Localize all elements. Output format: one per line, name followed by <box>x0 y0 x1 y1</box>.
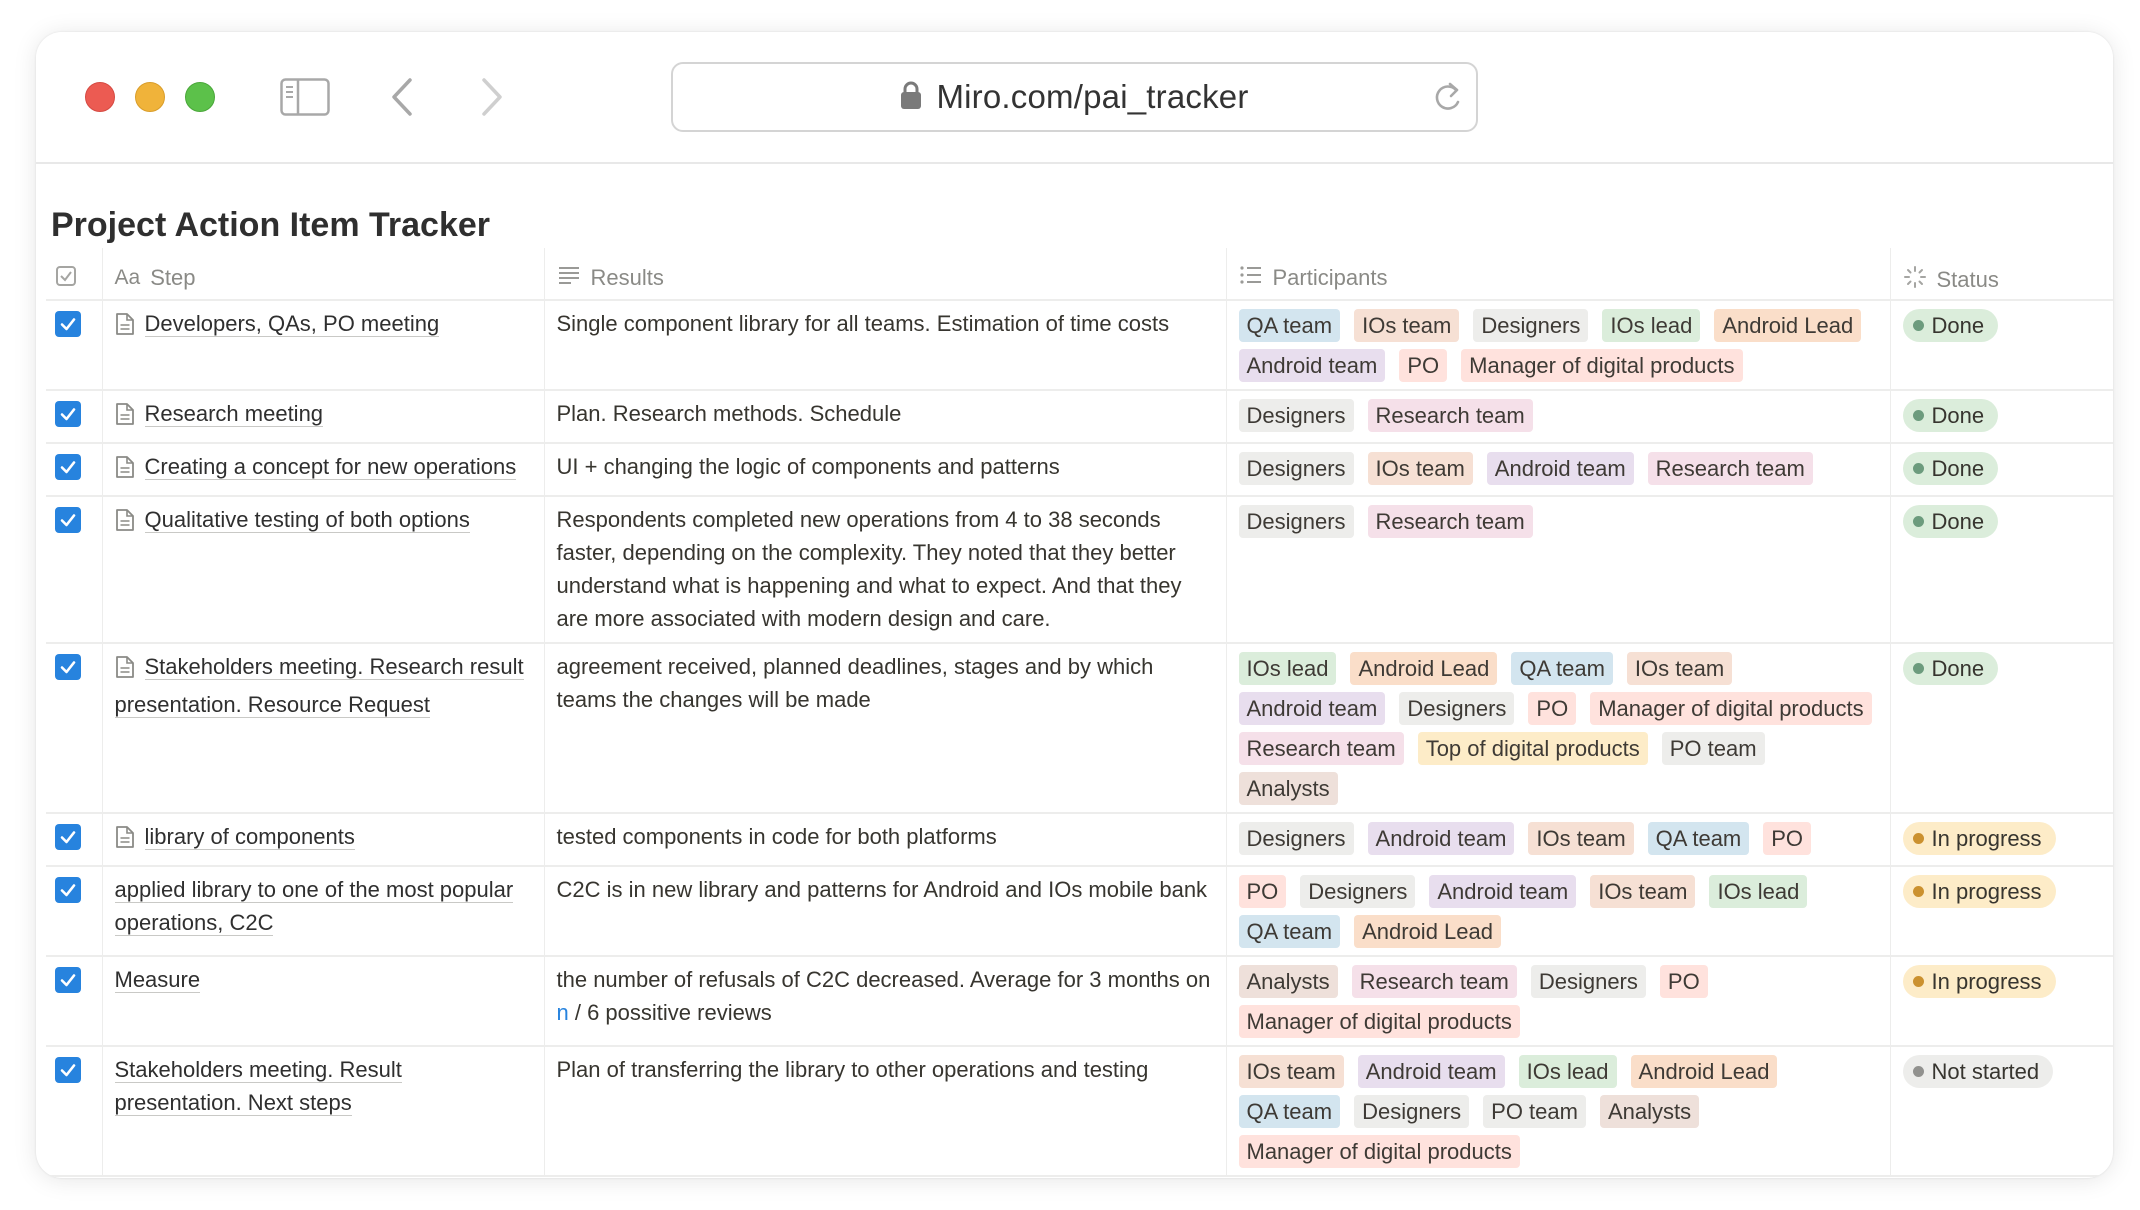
participant-tag[interactable]: IOs team <box>1368 452 1473 485</box>
row-checkbox[interactable] <box>55 507 81 533</box>
step-content <box>115 397 532 435</box>
step-link[interactable]: Stakeholders meeting. Result presentation. Next steps <box>114 1057 402 1115</box>
participant-tag[interactable]: QA team <box>1511 652 1613 685</box>
step-link[interactable]: Qualitative testing of both options <box>144 507 470 532</box>
participant-tag[interactable]: Android team <box>1239 692 1386 725</box>
step-cell[interactable] <box>102 390 544 443</box>
tracker-table <box>46 248 2113 1177</box>
step-cell[interactable] <box>102 443 544 496</box>
status-cell[interactable] <box>1890 866 2113 956</box>
status-badge[interactable] <box>1903 309 1999 342</box>
participants-cell[interactable] <box>1226 813 1890 866</box>
participant-tag[interactable]: Android team <box>1368 822 1515 855</box>
results-cell[interactable] <box>544 956 1226 1046</box>
row-checkbox-cell <box>46 443 102 496</box>
results-text: UI + changing the logic of components and patterns <box>556 454 1060 479</box>
close-window-button[interactable] <box>85 82 115 112</box>
status-badge[interactable] <box>1903 652 1999 685</box>
header-status[interactable] <box>1890 248 2113 300</box>
header-participants-label: Participants <box>1272 265 1388 290</box>
header-step[interactable] <box>102 248 544 300</box>
header-status-label: Status <box>1936 267 1999 292</box>
participant-tag[interactable]: Android Lead <box>1350 652 1497 685</box>
status-cell[interactable] <box>1890 956 2113 1046</box>
participant-tag[interactable]: Manager of digital products <box>1239 1135 1520 1168</box>
status-dot-icon <box>1913 463 1924 474</box>
table-row[interactable] <box>46 643 2113 813</box>
status-cell[interactable] <box>1890 496 2113 643</box>
browser-window <box>36 32 2113 1178</box>
row-checkbox-cell <box>46 866 102 956</box>
participant-tag[interactable]: IOs team <box>1590 875 1695 908</box>
status-dot-icon <box>1913 833 1924 844</box>
participant-tag[interactable]: Android Lead <box>1354 915 1501 948</box>
step-content <box>115 820 532 858</box>
row-checkbox[interactable] <box>55 824 81 850</box>
status-cell[interactable] <box>1890 1046 2113 1176</box>
results-text: Single component library for all teams. Estimation of time costs <box>556 311 1170 336</box>
participants-cell[interactable] <box>1226 1046 1890 1176</box>
participant-tags <box>1239 820 1878 855</box>
header-results-label: Results <box>590 265 664 290</box>
results-text: the number of refusals of C2C decreased. Average for 3 months on <box>556 967 1211 992</box>
table-row[interactable] <box>46 1046 2113 1176</box>
participant-tags <box>1239 873 1878 948</box>
results-text: Respondents completed new operations from 4 to 38 seconds faster, depending on the complexity. They noted that they better understand what is happening and what to expect. And that they are more associated with modern design and care. <box>556 507 1182 631</box>
row-checkbox[interactable] <box>55 311 81 337</box>
participant-tag[interactable]: Designers <box>1239 452 1354 485</box>
participant-tag[interactable]: PO team <box>1483 1095 1586 1128</box>
participant-tag[interactable]: Android team <box>1429 875 1576 908</box>
participant-tag[interactable]: Analysts <box>1239 772 1338 805</box>
status-label: Done <box>1931 656 1985 681</box>
check-icon <box>59 315 77 333</box>
check-icon <box>59 881 77 899</box>
participants-cell[interactable] <box>1226 643 1890 813</box>
participant-tags <box>1239 963 1878 1038</box>
step-cell[interactable] <box>102 866 544 956</box>
step-content <box>115 873 532 939</box>
status-badge[interactable] <box>1903 452 1999 485</box>
participants-cell[interactable] <box>1226 496 1890 643</box>
participant-tag[interactable]: PO team <box>1662 732 1765 765</box>
participant-tag[interactable]: Research team <box>1352 965 1517 998</box>
sidebar-toggle-icon[interactable] <box>280 78 330 121</box>
check-icon <box>59 971 77 989</box>
step-cell[interactable] <box>102 496 544 643</box>
status-cell[interactable] <box>1890 443 2113 496</box>
step-link[interactable]: Stakeholders meeting. Research result presentation. Resource Request <box>114 654 524 717</box>
status-badge[interactable] <box>1903 965 2056 998</box>
header-results[interactable] <box>544 248 1226 300</box>
reload-icon[interactable] <box>1430 80 1464 121</box>
row-checkbox[interactable] <box>55 401 81 427</box>
results-cell[interactable] <box>544 496 1226 643</box>
table-row[interactable] <box>46 300 2113 390</box>
results-text-tail: / 6 possitive reviews <box>568 1000 772 1025</box>
participant-tag[interactable]: Manager of digital products <box>1239 1005 1520 1038</box>
participant-tags <box>1239 450 1878 485</box>
participant-tag[interactable]: Designers <box>1354 1095 1469 1128</box>
participant-tag[interactable]: Designers <box>1473 309 1588 342</box>
participant-tag[interactable]: QA team <box>1239 309 1341 342</box>
results-inline-link[interactable]: n <box>556 1000 569 1025</box>
step-cell[interactable] <box>102 813 544 866</box>
step-link[interactable]: Creating a concept for new operations <box>144 454 517 479</box>
participant-tag[interactable]: IOs lead <box>1602 309 1700 342</box>
participant-tag[interactable]: Analysts <box>1600 1095 1699 1128</box>
participant-tags <box>1239 397 1878 432</box>
status-dot-icon <box>1913 516 1924 527</box>
participants-cell[interactable] <box>1226 866 1890 956</box>
row-checkbox[interactable] <box>55 877 81 903</box>
status-label: In progress <box>1931 826 2042 851</box>
text-type-icon: Aa <box>114 266 141 289</box>
status-label: In progress <box>1931 969 2042 994</box>
participant-tag[interactable]: QA team <box>1239 915 1341 948</box>
page-document-icon <box>115 402 135 435</box>
step-content <box>115 650 532 721</box>
participant-tags <box>1239 503 1878 538</box>
participant-tag[interactable]: PO <box>1763 822 1811 855</box>
results-cell[interactable] <box>544 866 1226 956</box>
participant-tag[interactable]: Designers <box>1300 875 1415 908</box>
participant-tag[interactable]: IOs lead <box>1709 875 1807 908</box>
step-content <box>115 503 532 541</box>
row-checkbox[interactable] <box>55 967 81 993</box>
check-icon <box>59 511 77 529</box>
step-link[interactable]: Developers, QAs, PO meeting <box>144 311 440 336</box>
participant-tag[interactable]: Android team <box>1487 452 1634 485</box>
participant-tag[interactable]: Research team <box>1368 399 1533 432</box>
status-label: Not started <box>1931 1059 2040 1084</box>
step-content <box>115 963 532 996</box>
status-dot-icon <box>1913 1066 1924 1077</box>
check-icon <box>59 405 77 423</box>
row-checkbox-cell <box>46 813 102 866</box>
table-header-row <box>46 248 2113 300</box>
row-checkbox[interactable] <box>55 1057 81 1083</box>
participant-tags <box>1239 307 1878 382</box>
row-checkbox-cell <box>46 956 102 1046</box>
row-checkbox-cell <box>46 643 102 813</box>
row-checkbox-cell <box>46 1046 102 1176</box>
row-checkbox[interactable] <box>55 654 81 680</box>
table-row[interactable] <box>46 866 2113 956</box>
participant-tag[interactable]: Android Lead <box>1631 1055 1778 1088</box>
check-icon <box>59 658 77 676</box>
step-link[interactable]: Measure <box>114 967 201 992</box>
participant-tag[interactable]: IOs lead <box>1239 652 1337 685</box>
participant-tag[interactable]: PO <box>1239 875 1287 908</box>
step-link[interactable]: library of components <box>144 824 355 849</box>
participant-tag[interactable]: PO <box>1399 349 1447 382</box>
participant-tag[interactable]: QA team <box>1648 822 1750 855</box>
results-cell[interactable] <box>544 813 1226 866</box>
results-text: Plan of transferring the library to other operations and testing <box>556 1057 1149 1082</box>
page-title: Project Action Item Tracker <box>51 206 491 244</box>
results-text: tested components in code for both platforms <box>556 824 997 849</box>
results-cell[interactable] <box>544 643 1226 813</box>
multi-select-icon <box>1239 265 1263 291</box>
step-content <box>115 1053 532 1119</box>
url-text: Miro.com/pai_tracker <box>936 78 1249 115</box>
page-document-icon <box>115 508 135 541</box>
maximize-window-button[interactable] <box>185 82 215 112</box>
status-label: Done <box>1931 313 1985 338</box>
participant-tag[interactable]: PO <box>1660 965 1708 998</box>
status-label: In progress <box>1931 879 2042 904</box>
status-dot-icon <box>1913 320 1924 331</box>
page-document-icon <box>115 312 135 345</box>
status-cell[interactable] <box>1890 300 2113 390</box>
row-checkbox-cell <box>46 496 102 643</box>
participant-tag[interactable]: PO <box>1528 692 1576 725</box>
table-body <box>46 300 2113 1176</box>
table-row[interactable] <box>46 813 2113 866</box>
page-document-icon <box>115 825 135 858</box>
results-cell[interactable] <box>544 390 1226 443</box>
browser-toolbar <box>36 32 2113 164</box>
status-cell[interactable] <box>1890 390 2113 443</box>
status-badge[interactable] <box>1903 505 1999 538</box>
header-participants[interactable] <box>1226 248 1890 300</box>
participants-cell[interactable] <box>1226 956 1890 1046</box>
step-content <box>115 307 532 345</box>
page-document-icon <box>115 655 135 688</box>
participant-tag[interactable]: Manager of digital products <box>1461 349 1742 382</box>
participant-tag[interactable]: Designers <box>1239 399 1354 432</box>
step-cell[interactable] <box>102 956 544 1046</box>
step-link[interactable]: applied library to one of the most popular operations, C2C <box>114 877 514 935</box>
text-lines-icon <box>557 265 581 291</box>
status-loader-icon <box>1903 265 1927 295</box>
status-cell[interactable] <box>1890 643 2113 813</box>
participant-tag[interactable]: Designers <box>1531 965 1646 998</box>
status-label: Done <box>1931 509 1985 534</box>
row-checkbox[interactable] <box>55 454 81 480</box>
page-document-icon <box>115 455 135 488</box>
step-cell[interactable] <box>102 643 544 813</box>
row-checkbox-cell <box>46 390 102 443</box>
results-text: agreement received, planned deadlines, stages and by which teams the changes will be made <box>556 654 1154 712</box>
row-checkbox-cell <box>46 300 102 390</box>
table-row[interactable] <box>46 496 2113 643</box>
table-row[interactable] <box>46 443 2113 496</box>
status-dot-icon <box>1913 410 1924 421</box>
participant-tag[interactable]: IOs team <box>1239 1055 1344 1088</box>
checkbox-column-icon <box>55 265 77 293</box>
header-step-label: Step <box>150 265 196 290</box>
step-cell[interactable] <box>102 300 544 390</box>
check-icon <box>59 1061 77 1079</box>
participant-tag[interactable]: IOs team <box>1627 652 1732 685</box>
status-dot-icon <box>1913 886 1924 897</box>
participant-tag[interactable]: Manager of digital products <box>1590 692 1871 725</box>
status-dot-icon <box>1913 663 1924 674</box>
participants-cell[interactable] <box>1226 300 1890 390</box>
participant-tag[interactable]: Designers <box>1239 822 1354 855</box>
status-badge[interactable] <box>1903 822 2056 855</box>
check-icon <box>59 458 77 476</box>
participant-tag[interactable]: Android team <box>1239 349 1386 382</box>
back-arrow-icon[interactable] <box>388 76 418 123</box>
participant-tag[interactable]: Android team <box>1358 1055 1505 1088</box>
status-dot-icon <box>1913 976 1924 987</box>
forward-arrow-icon[interactable] <box>476 76 506 123</box>
participant-tag[interactable]: Research team <box>1239 732 1404 765</box>
participant-tag[interactable]: Analysts <box>1239 965 1338 998</box>
status-cell[interactable] <box>1890 813 2113 866</box>
status-badge[interactable] <box>1903 875 2056 908</box>
step-cell[interactable] <box>102 1046 544 1176</box>
participants-cell[interactable] <box>1226 443 1890 496</box>
participant-tags <box>1239 650 1878 805</box>
address-bar[interactable] <box>671 62 1478 132</box>
minimize-window-button[interactable] <box>135 82 165 112</box>
step-link[interactable]: Research meeting <box>144 401 324 426</box>
participant-tag[interactable]: IOs team <box>1528 822 1633 855</box>
status-label: Done <box>1931 456 1985 481</box>
results-cell[interactable] <box>544 300 1226 390</box>
results-cell[interactable] <box>544 1046 1226 1176</box>
participant-tags <box>1239 1053 1878 1168</box>
table-row[interactable] <box>46 390 2113 443</box>
header-checkbox-column[interactable] <box>46 248 102 300</box>
results-text: C2C is in new library and patterns for Android and IOs mobile bank <box>556 877 1208 902</box>
participant-tag[interactable]: Research team <box>1368 505 1533 538</box>
status-badge[interactable] <box>1903 1055 2054 1088</box>
participant-tag[interactable]: Research team <box>1648 452 1813 485</box>
participant-tag[interactable]: Designers <box>1399 692 1514 725</box>
check-icon <box>59 828 77 846</box>
step-content <box>115 450 532 488</box>
status-badge[interactable] <box>1903 399 1999 432</box>
participant-tag[interactable]: QA team <box>1239 1095 1341 1128</box>
participant-tag[interactable]: IOs team <box>1354 309 1459 342</box>
participant-tag[interactable]: Android Lead <box>1714 309 1861 342</box>
results-text: Plan. Research methods. Schedule <box>556 401 902 426</box>
status-label: Done <box>1931 403 1985 428</box>
participant-tag[interactable]: Top of digital products <box>1418 732 1648 765</box>
lock-icon <box>900 80 922 115</box>
participant-tag[interactable]: Designers <box>1239 505 1354 538</box>
table-row[interactable] <box>46 956 2113 1046</box>
results-cell[interactable] <box>544 443 1226 496</box>
participant-tag[interactable]: IOs lead <box>1519 1055 1617 1088</box>
participants-cell[interactable] <box>1226 390 1890 443</box>
